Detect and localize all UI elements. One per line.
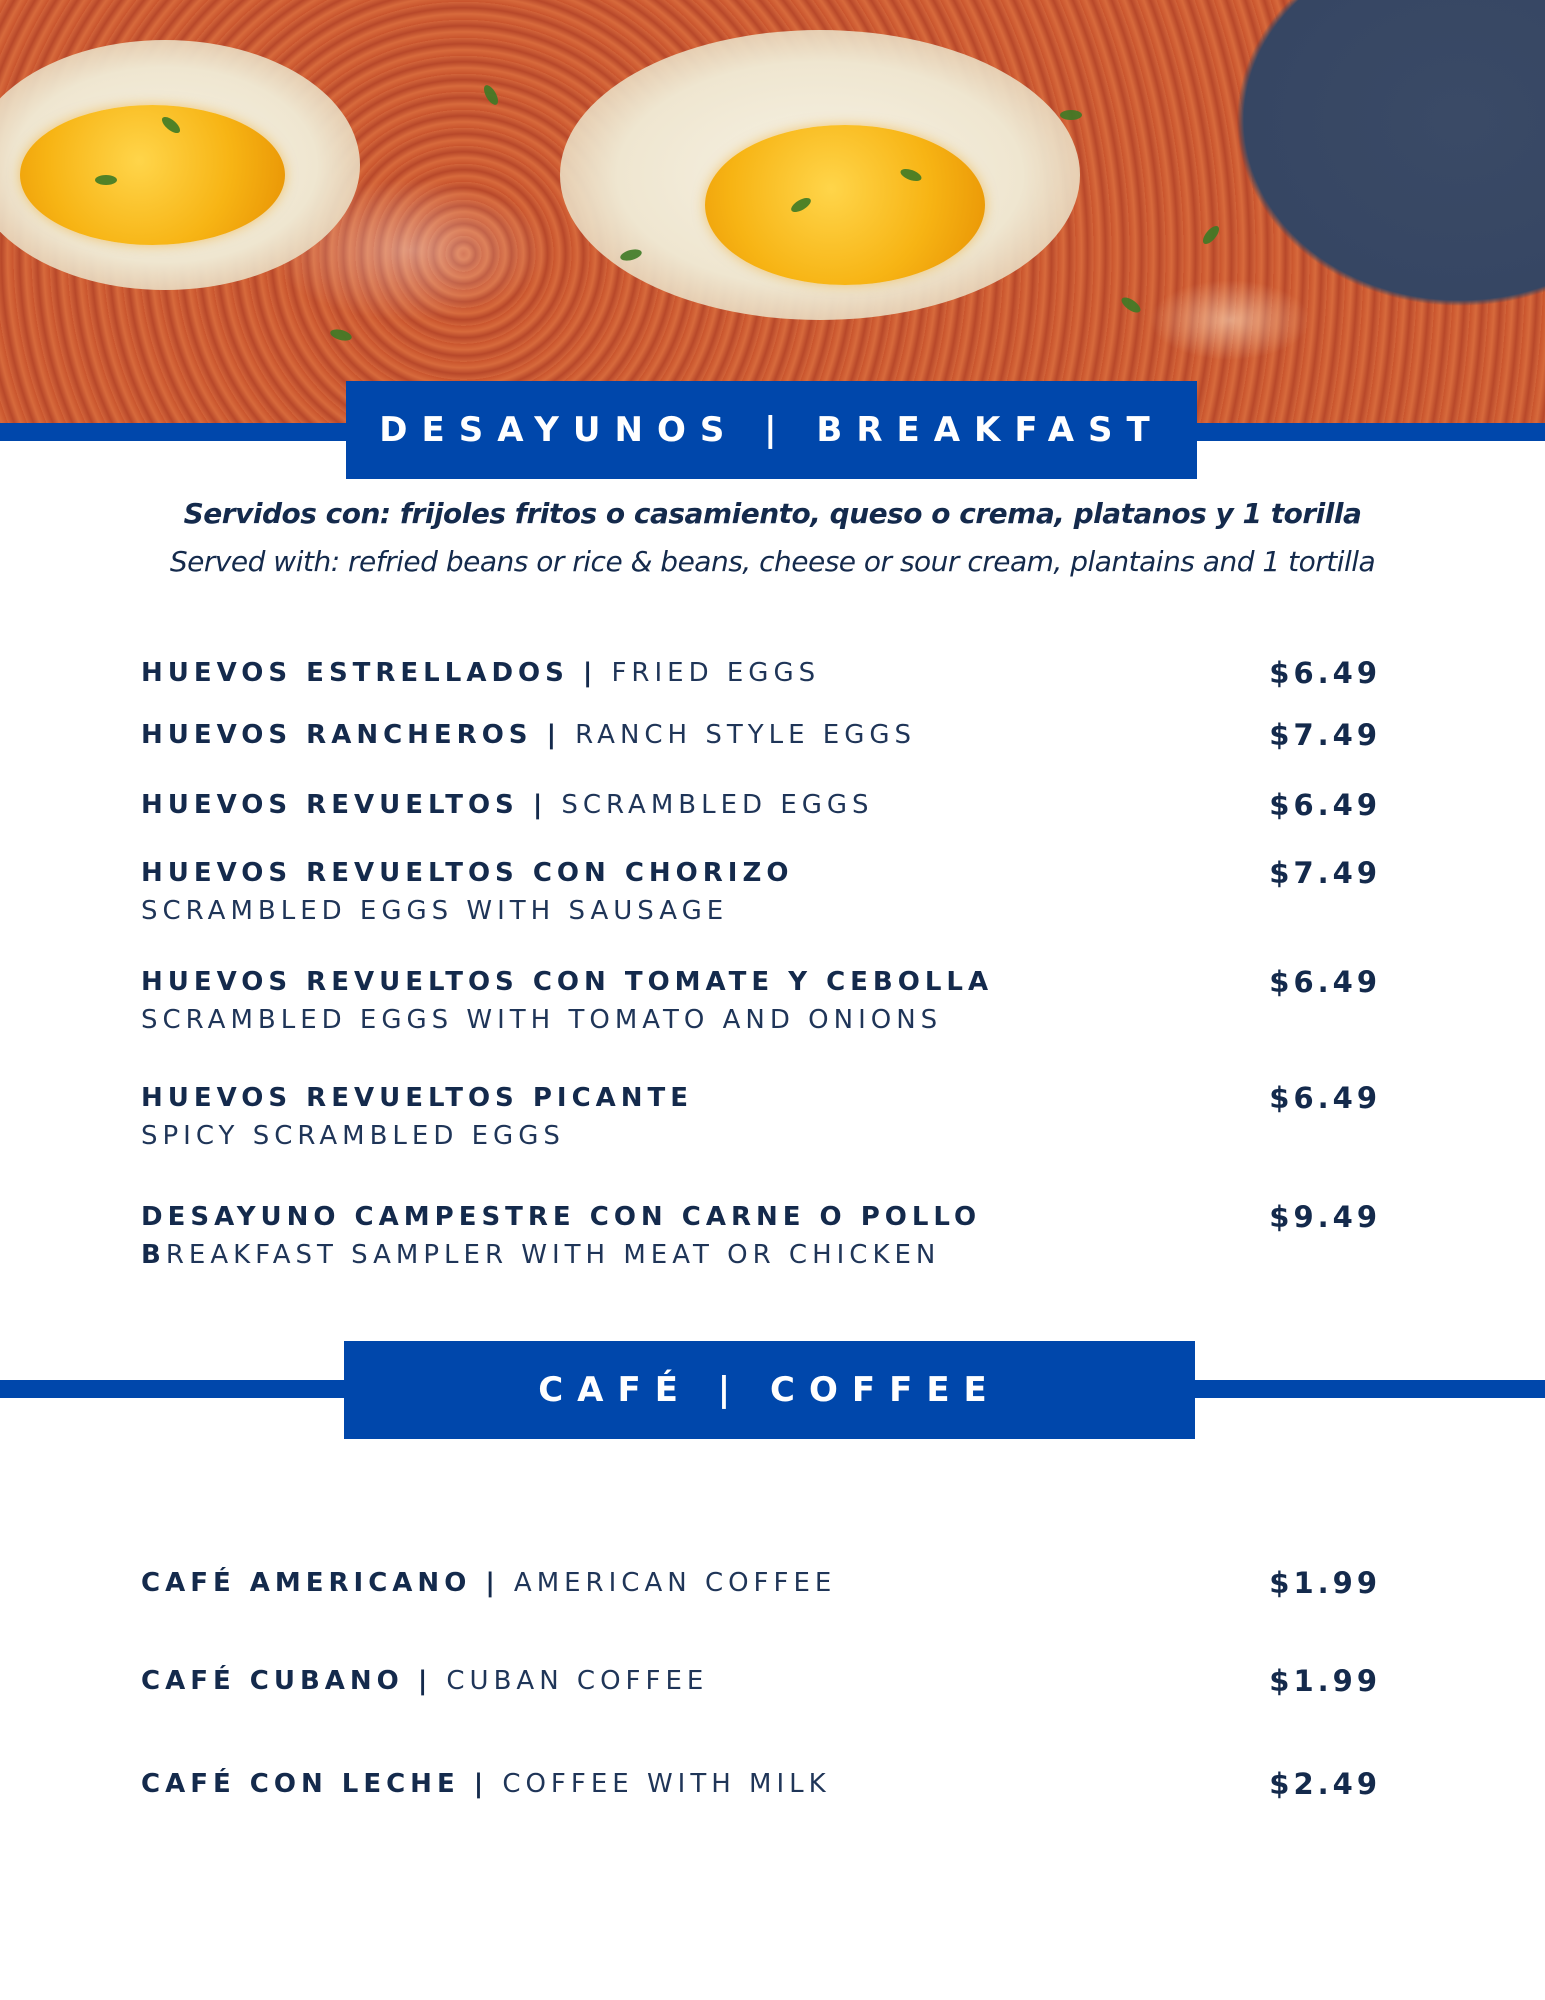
herb-garnish (329, 327, 353, 342)
herb-garnish (95, 175, 117, 185)
item-price: $6.49 (1269, 656, 1381, 690)
item-price: $7.49 (1269, 718, 1381, 752)
item-price: $7.49 (1269, 856, 1381, 890)
item-separator: | (532, 720, 576, 750)
item-description-rest: REAKFAST SAMPLER WITH MEAT OR CHICKEN (165, 1240, 941, 1270)
item-name-english: FRIED EGGS (611, 658, 821, 688)
item-name-spanish: CAFÉ CUBANO (141, 1666, 404, 1696)
item-name-spanish: HUEVOS RANCHEROS (141, 720, 533, 750)
menu-item (141, 856, 1381, 946)
herb-garnish (1060, 110, 1082, 120)
coffee-section-title (344, 1341, 1195, 1439)
item-separator: | (518, 790, 562, 820)
item-description: SCRAMBLED EGGS WITH SAUSAGE (141, 896, 729, 926)
herb-garnish (1119, 295, 1143, 316)
item-description (141, 1238, 1381, 1272)
item-name-spanish: CAFÉ AMERICANO (141, 1568, 472, 1598)
herb-garnish (1200, 223, 1222, 246)
item-separator: | (568, 658, 612, 688)
item-name-spanish: HUEVOS REVUELTOS PICANTE (141, 1083, 694, 1113)
item-name-spanish: HUEVOS REVUELTOS (141, 790, 519, 820)
item-name-spanish: HUEVOS REVUELTOS CON TOMATE Y CEBOLLA (141, 967, 994, 997)
item-separator: | (471, 1568, 514, 1598)
menu-item (141, 1664, 1381, 1754)
coffee-title-text: CAFÉ | COFFEE (538, 1370, 1001, 1410)
hero-photo (0, 0, 1545, 423)
item-name-english: SCRAMBLED EGGS (561, 790, 874, 820)
item-name-spanish: DESAYUNO CAMPESTRE CON CARNE O POLLO (141, 1202, 982, 1232)
item-price: $2.49 (1269, 1767, 1381, 1801)
egg-yolk-left (20, 105, 285, 245)
herb-garnish (481, 83, 501, 107)
item-separator: | (459, 1769, 503, 1799)
menu-item (141, 1767, 1381, 1857)
item-description-initial: B (141, 1240, 166, 1270)
item-price: $1.99 (1269, 1566, 1381, 1600)
item-separator: | (403, 1666, 447, 1696)
menu-item (141, 1200, 1381, 1290)
breakfast-intro-spanish: Servidos con: frijoles fritos o casamiento, queso o crema, platanos y 1 torilla (183, 497, 1362, 530)
item-description: SPICY SCRAMBLED EGGS (141, 1121, 565, 1151)
item-price: $6.49 (1269, 1081, 1381, 1115)
menu-item (141, 1081, 1381, 1171)
item-price: $9.49 (1269, 1200, 1381, 1234)
item-name-english: AMERICAN COFFEE (513, 1568, 837, 1598)
item-name-english: COFFEE WITH MILK (502, 1769, 831, 1799)
breakfast-intro-english: Served with: refried beans or rice & beans, cheese or sour cream, plantains and 1 tortilla (169, 545, 1376, 578)
menu-item (141, 1566, 1381, 1656)
item-price: $1.99 (1269, 1664, 1381, 1698)
item-name-english: CUBAN COFFEE (446, 1666, 709, 1696)
item-name-spanish: HUEVOS REVUELTOS CON CHORIZO (141, 858, 794, 888)
menu-item (141, 965, 1381, 1055)
egg-yolk-center (705, 125, 985, 285)
item-price: $6.49 (1269, 965, 1381, 999)
item-price: $6.49 (1269, 788, 1381, 822)
breakfast-title-text: DESAYUNOS | BREAKFAST (379, 410, 1164, 450)
item-name-spanish: CAFÉ CON LECHE (141, 1769, 460, 1799)
breakfast-section-title (346, 381, 1197, 479)
item-description: SCRAMBLED EGGS WITH TOMATO AND ONIONS (141, 1005, 943, 1035)
item-name-spanish: HUEVOS ESTRELLADOS (141, 658, 569, 688)
item-name-english: RANCH STYLE EGGS (575, 720, 917, 750)
